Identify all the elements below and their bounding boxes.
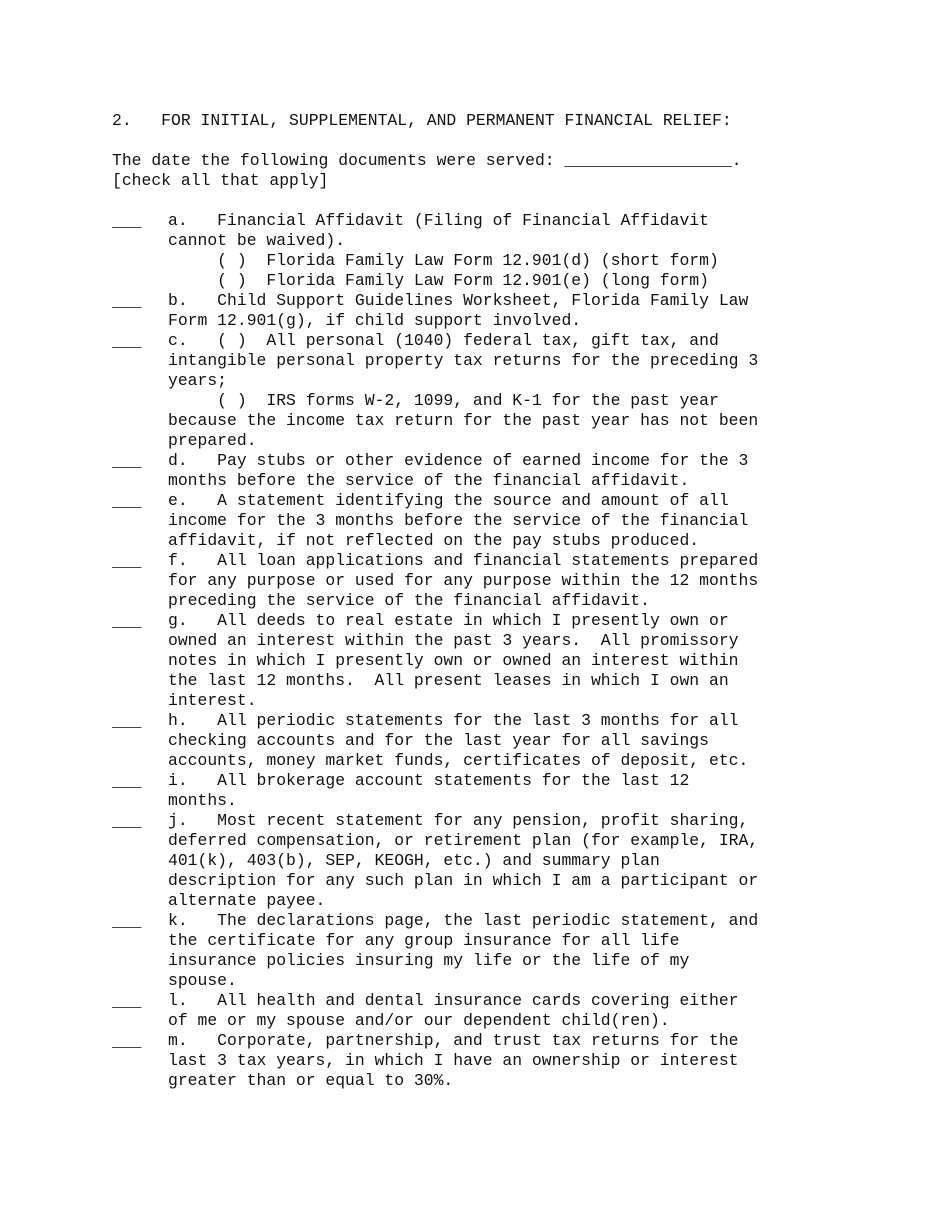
item-j-line: 401(k), 403(b), SEP, KEOGH, etc.) and summary plan [168, 851, 660, 870]
item-c-line: c. ( ) All personal (1040) federal tax, gift tax, and [168, 331, 719, 350]
checkbox-blank-c[interactable]: ___ [112, 332, 142, 351]
item-a-line: cannot be waived). [168, 231, 346, 250]
checkbox-blank-f[interactable]: ___ [112, 552, 142, 571]
item-g-line: owned an interest within the past 3 years. All promissory [168, 631, 739, 650]
item-f-line: f. All loan applications and financial statements prepared [168, 551, 759, 570]
checkbox-blank-m[interactable]: ___ [112, 1032, 142, 1051]
item-g-line: the last 12 months. All present leases in which I own an [168, 671, 729, 690]
item-k-line: k. The declarations page, the last periodic statement, and [168, 911, 759, 930]
checkbox-blank-e[interactable]: ___ [112, 492, 142, 511]
checkbox-blank-a[interactable]: ___ [112, 212, 142, 231]
item-a-line: a. Financial Affidavit (Filing of Financial Affidavit [168, 211, 709, 230]
item-h-line: checking accounts and for the last year for all savings [168, 731, 709, 750]
item-e-line: e. A statement identifying the source and amount of all [168, 491, 729, 510]
item-e-line: income for the 3 months before the service of the financial [168, 511, 749, 530]
item-d-line: d. Pay stubs or other evidence of earned income for the 3 [168, 451, 749, 470]
item-c-line: intangible personal property tax returns for the preceding 3 [168, 351, 759, 370]
item-b-line: Form 12.901(g), if child support involved. [168, 311, 582, 330]
item-m-line: m. Corporate, partnership, and trust tax returns for the [168, 1031, 739, 1050]
checkbox-blank-h[interactable]: ___ [112, 712, 142, 731]
checkbox-blank-j[interactable]: ___ [112, 812, 142, 831]
item-k-line: the certificate for any group insurance for all life [168, 931, 680, 950]
item-b-line: b. Child Support Guidelines Worksheet, Florida Family Law [168, 291, 749, 310]
checkbox-blank-i[interactable]: ___ [112, 772, 142, 791]
item-e-line: affidavit, if not reflected on the pay stubs produced. [168, 531, 700, 550]
checkbox-blank-l[interactable]: ___ [112, 992, 142, 1011]
item-l-line: of me or my spouse and/or our dependent child(ren). [168, 1011, 670, 1030]
check-note: [check all that apply] [112, 171, 329, 190]
item-c-line: ( ) IRS forms W-2, 1099, and K-1 for the past year [168, 391, 719, 410]
item-g-line: interest. [168, 691, 257, 710]
checkbox-blank-g[interactable]: ___ [112, 612, 142, 631]
item-g-line: notes in which I presently own or owned an interest within [168, 651, 739, 670]
item-h-line: accounts, money market funds, certificates of deposit, etc. [168, 751, 749, 770]
item-j-line: alternate payee. [168, 891, 326, 910]
item-j-line: j. Most recent statement for any pension, profit sharing, [168, 811, 749, 830]
served-date-line: The date the following documents were served: _________________. [112, 151, 742, 170]
item-m-line: last 3 tax years, in which I have an ownership or interest [168, 1051, 739, 1070]
item-m-line: greater than or equal to 30%. [168, 1071, 454, 1090]
item-k-line: insurance policies insuring my life or the life of my [168, 951, 690, 970]
item-a-line: ( ) Florida Family Law Form 12.901(d) (short form) [168, 251, 719, 270]
item-d-line: months before the service of the financial affidavit. [168, 471, 690, 490]
item-c-line: prepared. [168, 431, 257, 450]
item-f-line: preceding the service of the financial affidavit. [168, 591, 650, 610]
item-c-line: because the income tax return for the past year has not been [168, 411, 759, 430]
item-k-line: spouse. [168, 971, 237, 990]
item-h-line: h. All periodic statements for the last 3 months for all [168, 711, 739, 730]
checkbox-blank-b[interactable]: ___ [112, 292, 142, 311]
item-j-line: deferred compensation, or retirement plan (for example, IRA, [168, 831, 759, 850]
section-heading: 2. FOR INITIAL, SUPPLEMENTAL, AND PERMANENT FINANCIAL RELIEF: [112, 111, 732, 130]
item-i-line: months. [168, 791, 237, 810]
checkbox-blank-k[interactable]: ___ [112, 912, 142, 931]
item-l-line: l. All health and dental insurance cards covering either [168, 991, 739, 1010]
item-c-line: years; [168, 371, 228, 390]
item-j-line: description for any such plan in which I am a participant or [168, 871, 759, 890]
item-i-line: i. All brokerage account statements for the last 12 [168, 771, 690, 790]
item-f-line: for any purpose or used for any purpose within the 12 months [168, 571, 759, 590]
item-g-line: g. All deeds to real estate in which I presently own or [168, 611, 729, 630]
checkbox-blank-d[interactable]: ___ [112, 452, 142, 471]
item-a-line: ( ) Florida Family Law Form 12.901(e) (long form) [168, 271, 709, 290]
